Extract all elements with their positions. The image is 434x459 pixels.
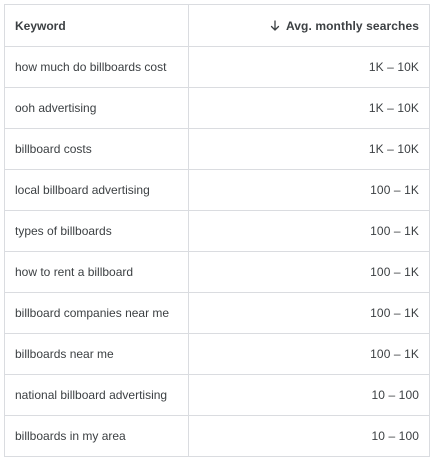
- keyword-cell: how to rent a billboard: [5, 252, 189, 292]
- table-row[interactable]: [5, 47, 429, 88]
- column-header-keyword[interactable]: [5, 5, 189, 46]
- searches-cell: 100 – 1K: [370, 306, 419, 320]
- keyword-table: [4, 4, 430, 457]
- keyword-cell: ooh advertising: [5, 88, 189, 128]
- table-row[interactable]: [5, 293, 429, 334]
- searches-cell: 100 – 1K: [370, 265, 419, 279]
- table-row[interactable]: [5, 129, 429, 170]
- keyword-cell: billboards in my area: [5, 416, 189, 456]
- searches-cell: 1K – 10K: [368, 101, 419, 115]
- table-row[interactable]: [5, 334, 429, 375]
- table-row[interactable]: [5, 416, 429, 457]
- table-row[interactable]: [5, 375, 429, 416]
- searches-cell: 100 – 1K: [370, 183, 419, 197]
- keyword-cell: types of billboards: [5, 211, 189, 251]
- searches-cell: 100 – 1K: [370, 224, 419, 238]
- searches-cell: 100 – 1K: [370, 347, 419, 361]
- keyword-cell: billboard costs: [5, 129, 189, 169]
- arrow-down-icon: [268, 19, 282, 33]
- table-row[interactable]: [5, 170, 429, 211]
- keyword-cell: billboard companies near me: [5, 293, 189, 333]
- keyword-cell: how much do billboards cost: [5, 47, 189, 87]
- table-row[interactable]: [5, 252, 429, 293]
- searches-cell: 10 – 100: [371, 429, 419, 443]
- column-header-keyword-label: Keyword: [15, 18, 66, 33]
- table-row[interactable]: [5, 88, 429, 129]
- keyword-cell: national billboard advertising: [5, 375, 189, 415]
- table-header: [5, 5, 429, 47]
- searches-cell: 1K – 10K: [368, 60, 419, 74]
- column-header-searches-label: Avg. monthly searches: [285, 18, 419, 33]
- column-header-avg-monthly-searches[interactable]: [189, 5, 429, 46]
- keyword-cell: local billboard advertising: [5, 170, 189, 210]
- table-row[interactable]: [5, 211, 429, 252]
- searches-cell: 10 – 100: [371, 388, 419, 402]
- searches-cell: 1K – 10K: [368, 142, 419, 156]
- keyword-cell: billboards near me: [5, 334, 189, 374]
